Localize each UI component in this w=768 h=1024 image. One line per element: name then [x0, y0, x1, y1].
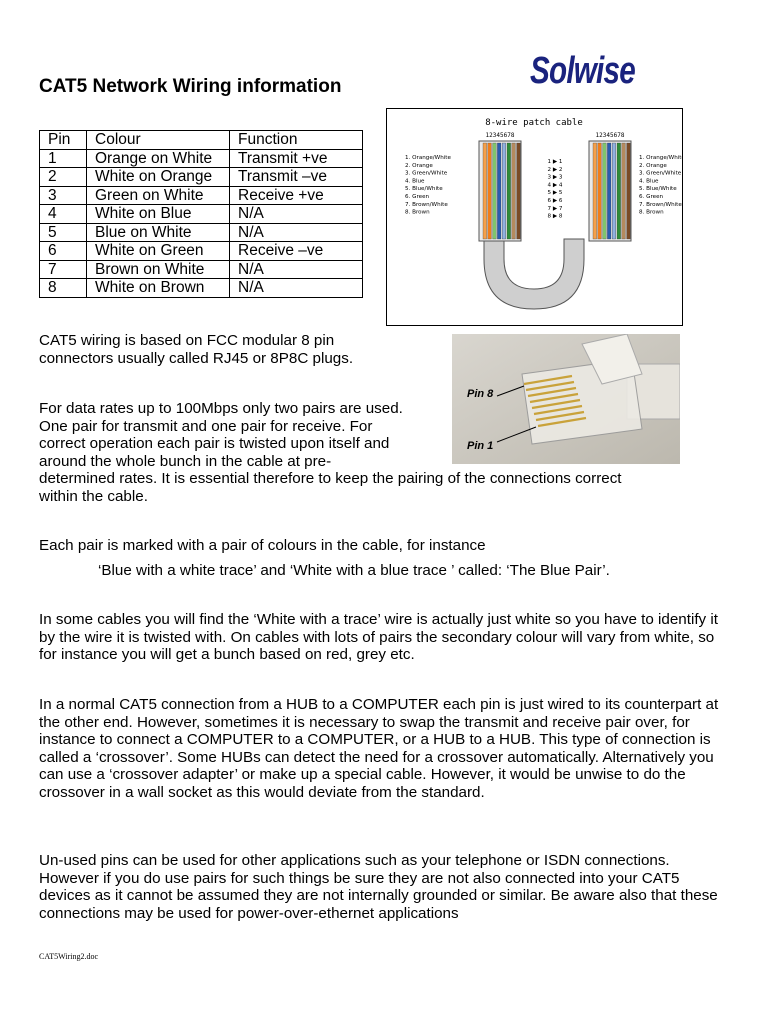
right-wire-label: 4. Blue [639, 178, 659, 185]
wire-right [612, 143, 616, 239]
table-row [40, 168, 363, 187]
mapping-entry: 3 ▶ 3 [547, 174, 563, 181]
wire-right [603, 143, 607, 239]
table-cell: Receive +ve [230, 186, 363, 205]
pin-mapping [548, 159, 563, 220]
right-wire-labels [639, 155, 682, 216]
paragraph-pair-colours: Each pair is marked with a pair of colours in the cable, for instance [39, 537, 486, 554]
left-wire-label: 2. Orange [405, 162, 433, 169]
paragraph-rj45: CAT5 wiring is based on FCC modular 8 pin connectors usually called RJ45 or 8P8C plugs. [39, 332, 354, 367]
wire-left [507, 143, 511, 239]
table-header-row [40, 131, 363, 150]
pin1-label: Pin 1 [467, 440, 494, 452]
table-cell: White on Brown [87, 279, 230, 298]
patch-cable-svg [387, 109, 682, 325]
table-header-cell: Colour [87, 131, 230, 150]
left-wire-label: 6. Green [405, 194, 430, 200]
right-wire-label: 6. Green [639, 194, 664, 200]
table-header-cell: Pin [40, 131, 87, 150]
wire-right [617, 143, 621, 239]
mapping-entry: 6 ▶ 6 [547, 198, 563, 204]
table-cell: Blue on White [87, 223, 230, 242]
wire-left [502, 143, 506, 239]
paragraph-white-trace: In some cables you will find the ‘White with a trace’ wire is actually just white so you have to identify it by the wire it is twisted with. On cables with lots of pairs the secondary colour will vary from white, so for instance you will get a bunch based on red, grey etc. [39, 611, 718, 664]
wire-left [483, 143, 487, 239]
mapping-entry: 1 ▶ 1 [547, 159, 563, 165]
table-cell: 2 [40, 168, 87, 187]
table-cell: 7 [40, 260, 87, 279]
left-wire-label: 4. Blue [405, 178, 425, 185]
pin8-label: Pin 8 [467, 388, 494, 400]
wire-left [497, 143, 501, 239]
right-wire-label: 1. Orange/White [639, 155, 682, 161]
wire-right [593, 143, 597, 239]
paragraph-data-rates [39, 400, 729, 506]
table-row [40, 149, 363, 168]
wire-left [488, 143, 492, 239]
paragraph-crossover: In a normal CAT5 connection from a HUB to a COMPUTER each pin is just wired to its counterpart at the other end. However, sometimes it is necessary to swap the transmit and receive pair over, for instance to connect a COMPUTER to a COMPUTER, or a HUB to a HUB. This type of connection is called a ‘crossover’. Some HUBs can detect the need for a crossover automatically. Alternatively you can use a ‘crossover adapter’ or make up a special cable. However, it would be unwise to do the crossover in a wall socket as this would deviate from the standard. [39, 696, 719, 801]
table-cell: White on Blue [87, 205, 230, 224]
mapping-entry: 4 ▶ 4 [547, 182, 563, 189]
mapping-entry: 8 ▶ 8 [547, 213, 563, 220]
p2-line-4: around the whole bunch in the cable at pre- [39, 452, 332, 470]
wire-right [622, 143, 626, 239]
table-cell: N/A [230, 279, 363, 298]
table-cell: N/A [230, 223, 363, 242]
p2-line-3: correct operation each pair is twisted upon itself and [39, 435, 390, 453]
left-pin-numbers: 12345678 [485, 132, 515, 139]
right-wire-label: 2. Orange [639, 162, 667, 169]
wire-right [607, 143, 611, 239]
left-wire-label: 7. Brown/White [405, 201, 448, 208]
wire-right [598, 143, 602, 239]
right-pin-numbers: 12345678 [595, 132, 625, 139]
table-row [40, 223, 363, 242]
table-row [40, 260, 363, 279]
wire-left [517, 143, 521, 239]
table-row [40, 205, 363, 224]
table-cell: Green on White [87, 186, 230, 205]
p2-line-2: One pair for transmit and one pair for receive. For [39, 417, 373, 435]
mapping-entry: 2 ▶ 2 [547, 166, 563, 173]
table-cell: Orange on White [87, 149, 230, 168]
table-cell: Transmit –ve [230, 168, 363, 187]
left-wire-label: 3. Green/White [405, 170, 448, 177]
mapping-entry: 5 ▶ 5 [547, 190, 563, 197]
blue-pair-quote: ‘Blue with a white trace’ and ‘White with a blue trace ’ called: ‘The Blue Pair’. [98, 562, 610, 579]
table-cell: N/A [230, 260, 363, 279]
page-title: CAT5 Network Wiring information [39, 76, 342, 97]
solwise-logo: Solwise [530, 50, 635, 92]
table-row [40, 186, 363, 205]
table-header-cell: Function [230, 131, 363, 150]
table-cell: White on Green [87, 242, 230, 261]
right-wire-label: 3. Green/White [639, 170, 682, 177]
right-wire-label: 5. Blue/White [639, 186, 677, 193]
mapping-entry: 7 ▶ 7 [547, 205, 563, 212]
diagram-title: 8-wire patch cable [485, 118, 583, 128]
p2-line-1: For data rates up to 100Mbps only two pairs are used. [39, 400, 403, 417]
left-wire-label: 8. Brown [405, 209, 430, 216]
left-wire-labels [405, 155, 451, 216]
table-cell: 3 [40, 186, 87, 205]
p2-line-6: within the cable. [39, 487, 148, 505]
table-cell: 5 [40, 223, 87, 242]
patch-cable-diagram [386, 108, 683, 326]
p2-line-5: determined rates. It is essential therefore to keep the pairing of the connections correct [39, 470, 622, 488]
table-cell: 6 [40, 242, 87, 261]
left-wire-label: 1. Orange/White [405, 155, 451, 161]
paragraph-unused-pins: Un-used pins can be used for other applications such as your telephone or ISDN connections. However if you do use pairs for such things be sure they are not also connected into your CAT5 devices as it cannot be assumed they are not internally grounded or similar. Be aware also that these connections may be used for power-over-ethernet applications [39, 852, 718, 922]
table-cell: White on Orange [87, 168, 230, 187]
table-cell: 4 [40, 205, 87, 224]
table-cell: Transmit +ve [230, 149, 363, 168]
left-wire-label: 5. Blue/White [405, 186, 443, 193]
table-cell: Receive –ve [230, 242, 363, 261]
table-cell: 8 [40, 279, 87, 298]
footer-filename: CAT5Wiring2.doc [39, 952, 99, 961]
wire-right [627, 143, 631, 239]
right-wire-label: 8. Brown [639, 209, 664, 216]
table-cell: N/A [230, 205, 363, 224]
table-row [40, 279, 363, 298]
wire-left [493, 143, 497, 239]
wire-left [512, 143, 516, 239]
pin-table [39, 130, 363, 298]
right-wire-label: 7. Brown/White [639, 201, 682, 208]
table-cell: Brown on White [87, 260, 230, 279]
table-row [40, 242, 363, 261]
table-cell: 1 [40, 149, 87, 168]
cable-loop [484, 239, 584, 309]
